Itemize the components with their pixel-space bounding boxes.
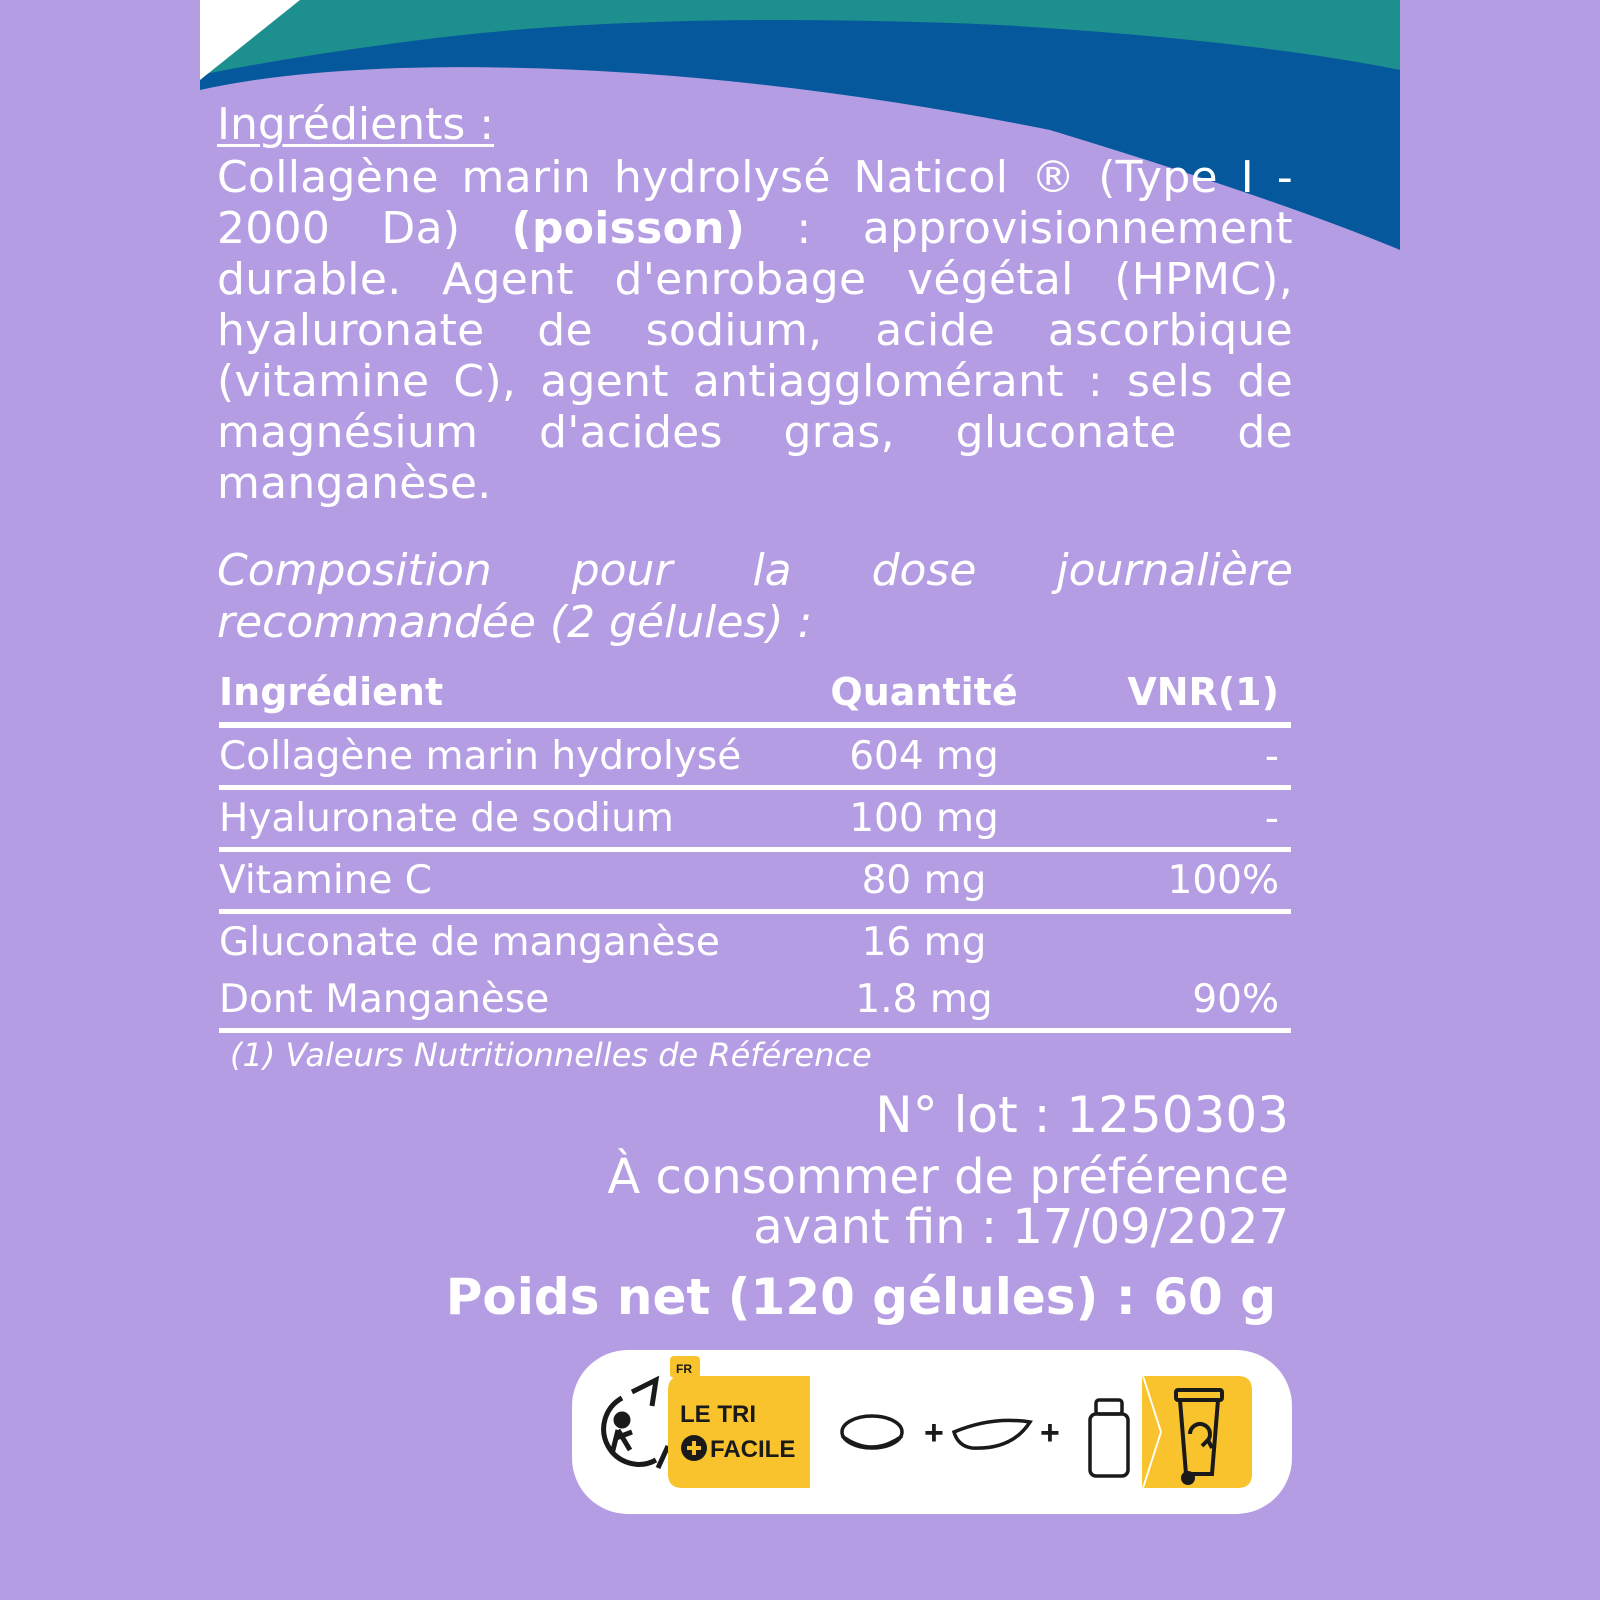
- row-quantity: 80 mg: [789, 850, 1059, 912]
- row-name: Vitamine C: [219, 850, 789, 912]
- row-name: Dont Manganèse: [219, 971, 789, 1031]
- plus-sign: +: [1040, 1414, 1060, 1452]
- plus-sign: +: [924, 1414, 944, 1452]
- row-vnr: 100%: [1059, 850, 1291, 912]
- row-quantity: 16 mg: [861, 920, 987, 965]
- triman-icon: [604, 1380, 668, 1468]
- best-before: [607, 1149, 1289, 1255]
- recycling-info: [572, 1350, 1292, 1514]
- row-quantity: 1.8 mg: [789, 971, 1059, 1031]
- nutrition-table: [219, 662, 1291, 1033]
- table-row: [219, 850, 1291, 912]
- composition-heading: Composition pour la dose journalière recommandée (2 gélules) :: [217, 545, 1293, 648]
- table-row: [219, 912, 1291, 972]
- table-row: [219, 788, 1291, 850]
- ingredients-text-part2: : approvisionnement durable. Agent d'enrobage végétal (HPMC), hyaluronate de sodium, acide ascorbique (vitamine C), agent antiagglomérant : sels de magnésium d'acides gras, gluconate de manganèse.: [217, 203, 1293, 509]
- header-ingredient: Ingrédient: [219, 662, 789, 725]
- ingredients-text: [217, 152, 1293, 509]
- country-code: FR: [676, 1362, 692, 1376]
- row-quantity: 604 mg: [789, 725, 1059, 788]
- table-row: [219, 725, 1291, 788]
- header-quantity: Quantité: [789, 662, 1059, 725]
- ingredients-text-part1: Collagène marin hydrolysé Naticol ® (Type I - 2000 Da): [217, 152, 1293, 254]
- row-vnr: 90%: [1059, 971, 1291, 1031]
- row-quantity: 100 mg: [789, 788, 1059, 850]
- row-vnr: -: [1059, 788, 1291, 850]
- best-before-line2: avant fin : 17/09/2027: [753, 1199, 1289, 1255]
- row-name: Hyaluronate de sodium: [219, 788, 789, 850]
- net-weight: Poids net (120 gélules) : 60 g: [445, 1268, 1276, 1326]
- table-row: [219, 971, 1291, 1031]
- row-name: Collagène marin hydrolysé: [219, 725, 789, 788]
- best-before-line1: À consommer de préférence: [607, 1149, 1289, 1205]
- header-vnr: VNR(1): [1059, 662, 1291, 725]
- tri-label-line2: FACILE: [710, 1436, 796, 1463]
- vnr-footnote: (1) Valeurs Nutritionnelles de Référence: [230, 1036, 872, 1074]
- row-vnr: [1059, 912, 1291, 972]
- row-vnr: -: [1059, 725, 1291, 788]
- row-name: Gluconate de manganèse: [219, 920, 720, 965]
- ingredients-title: Ingrédients :: [217, 99, 495, 150]
- tri-label-line1: LE TRI: [680, 1401, 756, 1428]
- ingredients-section: [217, 98, 1293, 649]
- allergen: (poisson): [511, 203, 746, 254]
- lot-number: N° lot : 1250303: [875, 1086, 1289, 1144]
- table-header-row: [219, 662, 1291, 725]
